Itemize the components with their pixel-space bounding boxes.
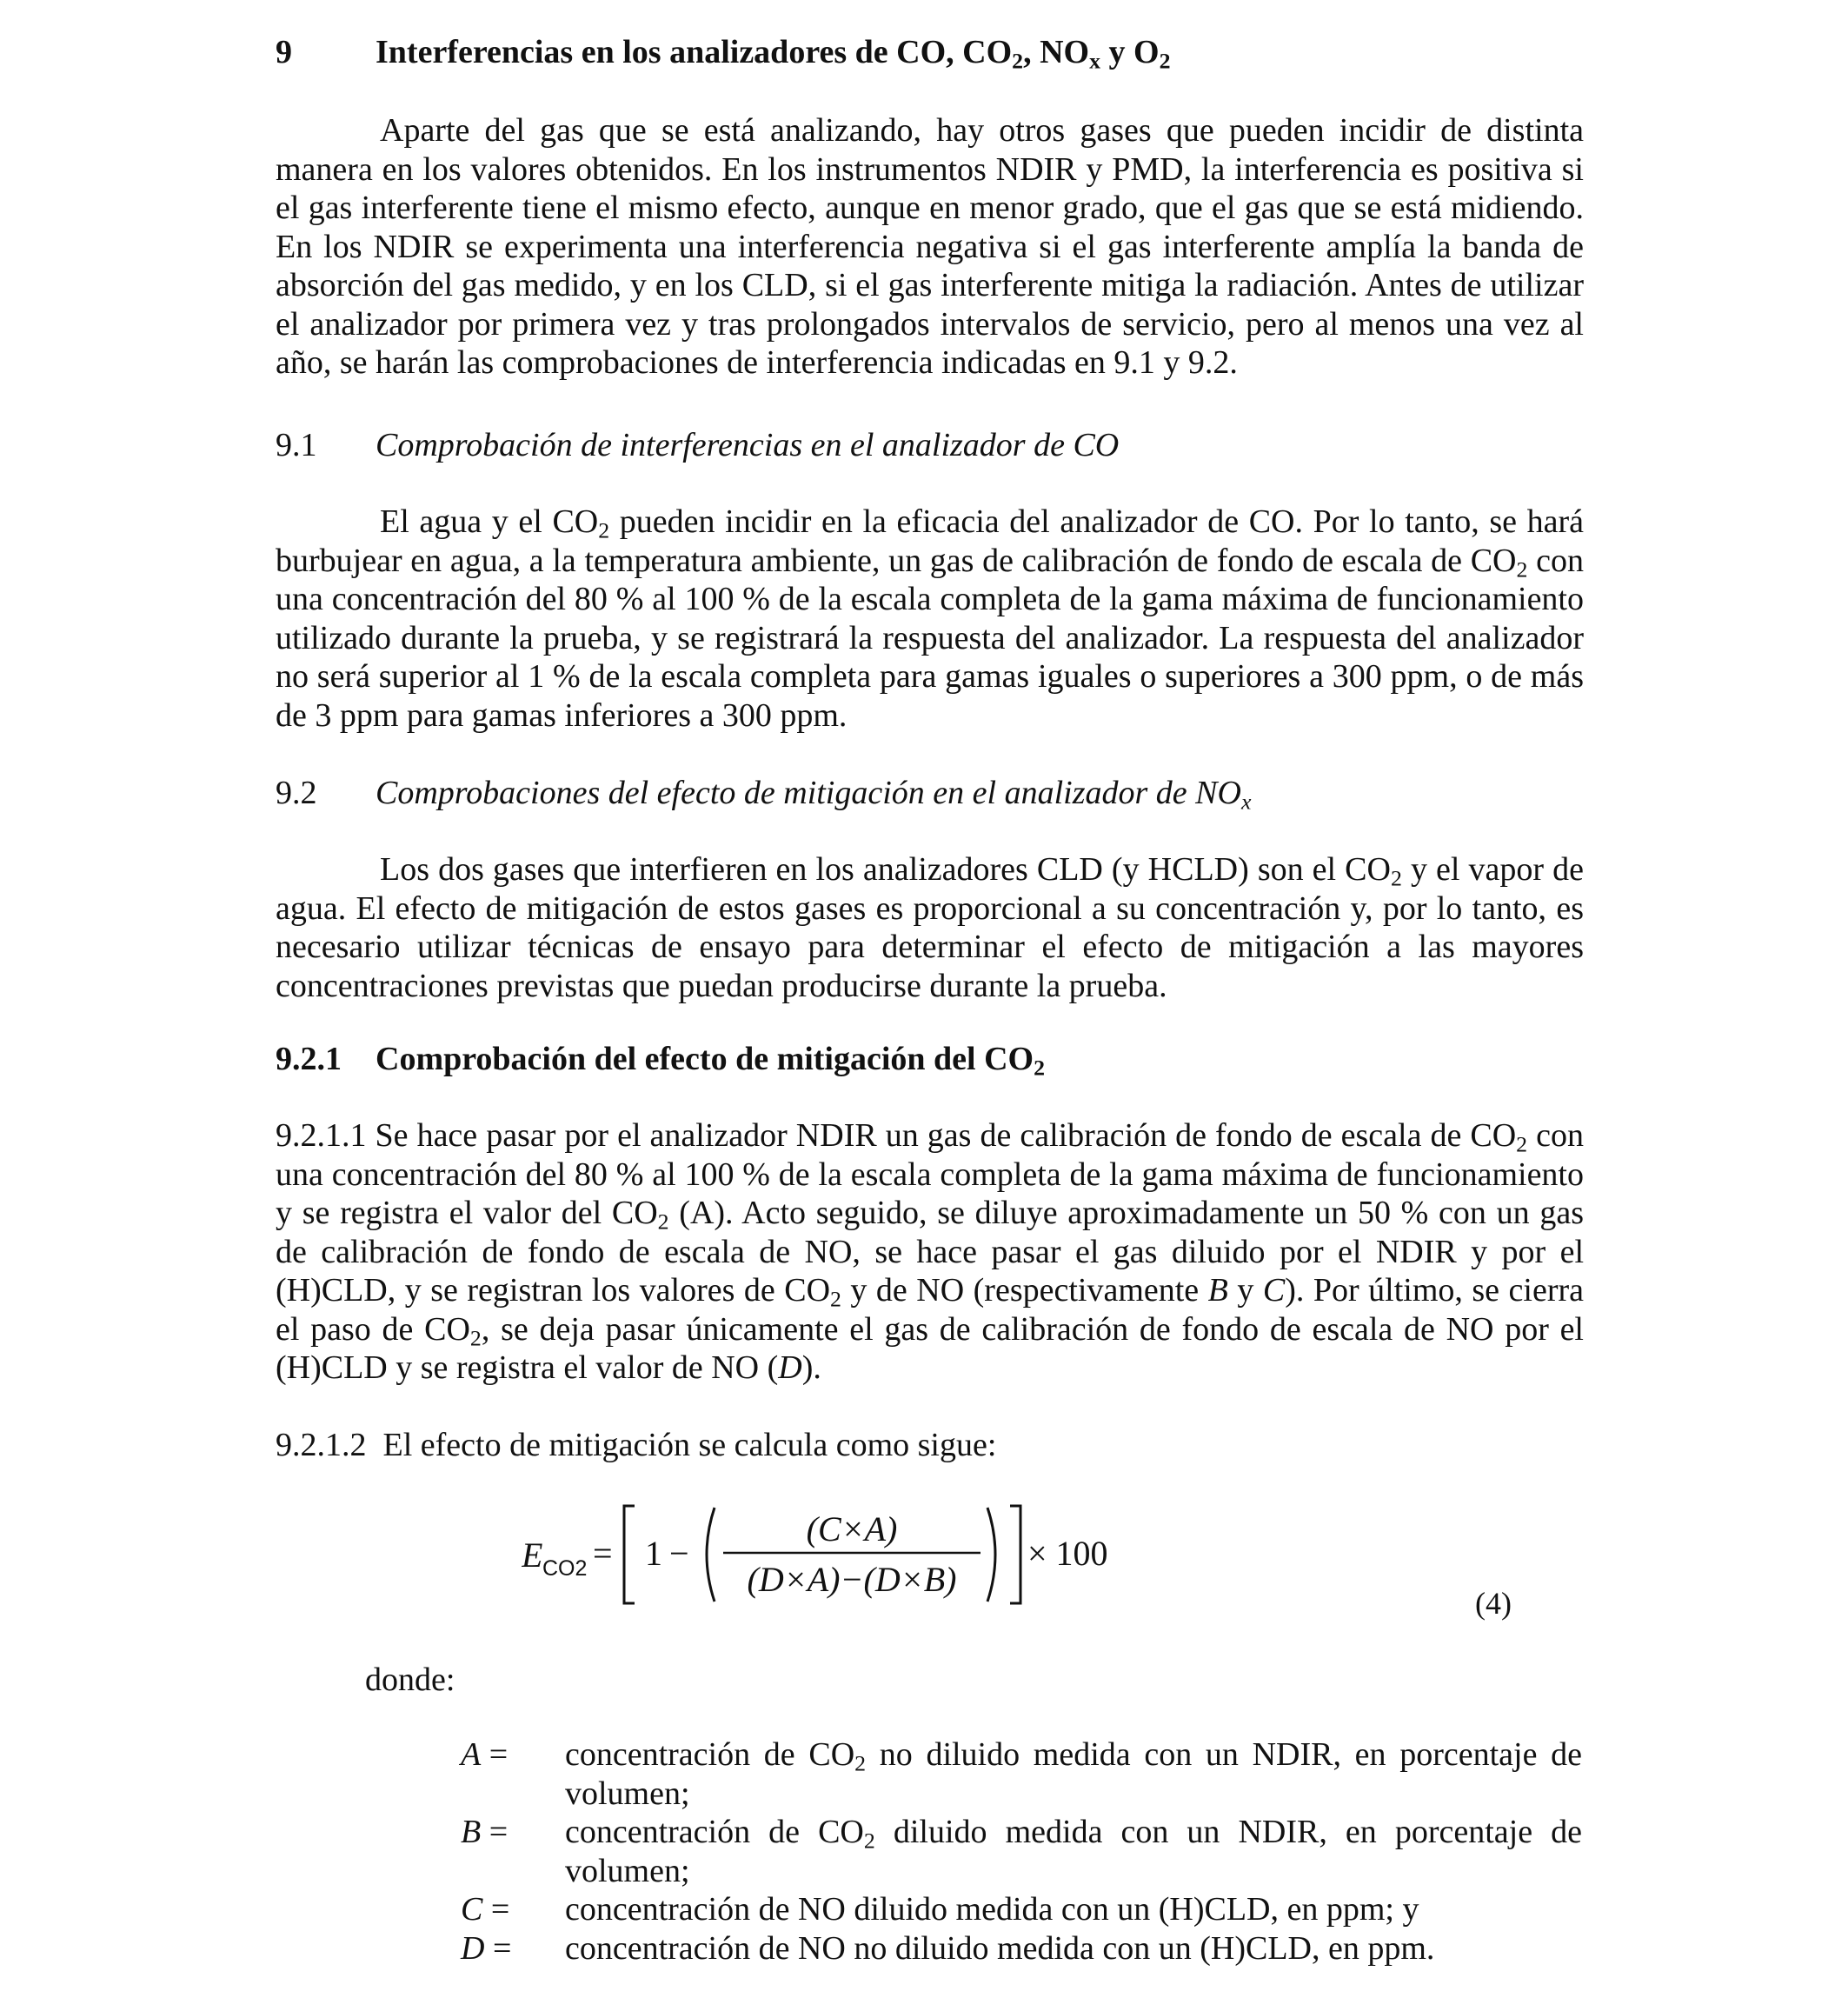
formula-equals: = <box>593 1534 613 1573</box>
section-9-2-1-heading <box>276 1040 1584 1079</box>
section-9-2-paragraph: Los dos gases que interfieren en los analizadores CLD (y HCLD) son el $CO_2$ y el vapor de agua. El efecto de mitigación de estos gases es proporcional a su concentración y, por lo tanto, es necesario utilizar técnicas de ensayo para determinar el efecto de mitigación a las mayores concentraciones previstas que puedan producirse durante la prueba. <box>276 851 1584 1004</box>
formula-quenching-co2 <box>522 1495 1130 1613</box>
paragraph-9-2-1-2: 9.2.1.2 El efecto de mitigación se calcula como sigue: <box>276 1427 997 1463</box>
paragraph-9-2-1-1: 9.2.1.1 Se hace pasar por el analizador NDIR un gas de calibración de fondo de escala de $CO_2$ con una concentración del 80 % al 100 % de la escala completa de la gama máxima de funcionamiento y se registra el valor del $CO_2$ (A). Acto seguido, se diluye aproximadamente un 50 % con un gas de calibración de fondo de escala de NO, se hace pasar el gas diluido por el NDIR y por el (H)CLD, y se registran los valores de $CO_2$ y de NO (respectivamente B y C). Por último, se cierra el paso de $CO_2$, se deja pasar únicamente el gas de calibración de fondo de escala de NO por el (H)CLD y se registra el valor de NO (D). <box>276 1117 1585 1386</box>
definitions-intro: donde: <box>365 1662 455 1698</box>
formula-denominator: (D×A)−(D×B) <box>747 1560 957 1599</box>
section-title: Interferencias en los analizadores de CO, $CO_2$, $NO_x$ y $O_2$ <box>376 34 1171 74</box>
section-title: Comprobaciones del efecto de mitigación en el analizador de $NO_x$ <box>376 775 1252 815</box>
section-number: 9 <box>276 34 292 70</box>
section-9-heading <box>276 33 1584 72</box>
section-9-paragraph: Aparte del gas que se está analizando, hay otros gases que pueden incidir de distinta manera en los valores obtenidos. En los instrumentos NDIR y PMD, la interferencia es positiva si el gas interferente tiene el mismo efecto, aunque en menor grado, que el gas que se está midiendo. En los NDIR se experimenta una interferencia negativa si el gas interferente amplía la banda de absorción del gas medido, y en los CLD, si el gas interferente mitiga la radiación. Antes de utilizar el analizador por primera vez y tras prolongados intervalos de servicio, pero al menos una vez al año, se harán las comprobaciones de interferencia indicadas en 9.1 y 9.2. <box>276 112 1584 381</box>
section-9-1-paragraph: El agua y el $CO_2$ pueden incidir en la eficacia del analizador de CO. Por lo tanto, se hará burbujear en agua, a la temperatura ambiente, un gas de calibración de fondo de escala de $CO_2$ con una concentración del 80 % al 100 % de la escala completa de la gama máxima de funcionamiento utilizado durante la prueba, y se registrará la respuesta del analizador. La respuesta del analizador no será superior al 1 % de la escala completa para gamas iguales o superiores a 300 ppm, o de más de 3 ppm para gamas inferiores a 300 ppm. <box>276 503 1585 734</box>
paragraph-number: 9.2.1.1 <box>276 1117 367 1154</box>
formula-lhs-subscript: CO2 <box>542 1556 588 1581</box>
definition-item: C = concentración de NO diluido medida con un (H)CLD, en ppm; y <box>461 1891 1419 1928</box>
definition-item: A = concentración de $CO_2$ no diluido medida con un NDIR, en porcentaje de volumen; <box>461 1736 1582 1812</box>
section-title: Comprobación del efecto de mitigación del $CO_2$ <box>376 1041 1046 1081</box>
section-title: Comprobación de interferencias en el analizador de CO <box>376 427 1120 463</box>
right-square-bracket <box>1010 1506 1020 1603</box>
section-9-1-heading <box>276 426 1584 465</box>
section-number: 9.1 <box>276 427 317 463</box>
left-square-bracket <box>624 1506 635 1603</box>
formula-one: 1 <box>645 1534 662 1573</box>
paragraph-number: 9.2.1.2 <box>276 1427 367 1463</box>
definitions-list <box>461 1735 1582 1968</box>
section-9-2-heading <box>276 774 1584 813</box>
formula-minus: − <box>669 1534 689 1573</box>
definition-symbol: A = <box>461 1736 509 1773</box>
definition-symbol: C = <box>461 1891 510 1928</box>
definition-symbol: D = <box>461 1929 512 1967</box>
formula-lhs-e: E <box>522 1535 543 1575</box>
definition-item: D = concentración de NO no diluido medida con un (H)CLD, en ppm. <box>461 1929 1435 1967</box>
formula-times-100: × 100 <box>1027 1534 1108 1573</box>
equation-number: (4) <box>1475 1586 1512 1621</box>
definition-symbol: B = <box>461 1814 509 1850</box>
right-paren <box>987 1508 995 1602</box>
section-number: 9.2 <box>276 775 317 811</box>
formula-numerator: (C×A) <box>806 1509 898 1548</box>
section-number: 9.2.1 <box>276 1041 342 1077</box>
left-paren <box>707 1508 715 1602</box>
definition-item: B = concentración de $CO_2$ diluido medida con un NDIR, en porcentaje de volumen; <box>461 1814 1582 1889</box>
